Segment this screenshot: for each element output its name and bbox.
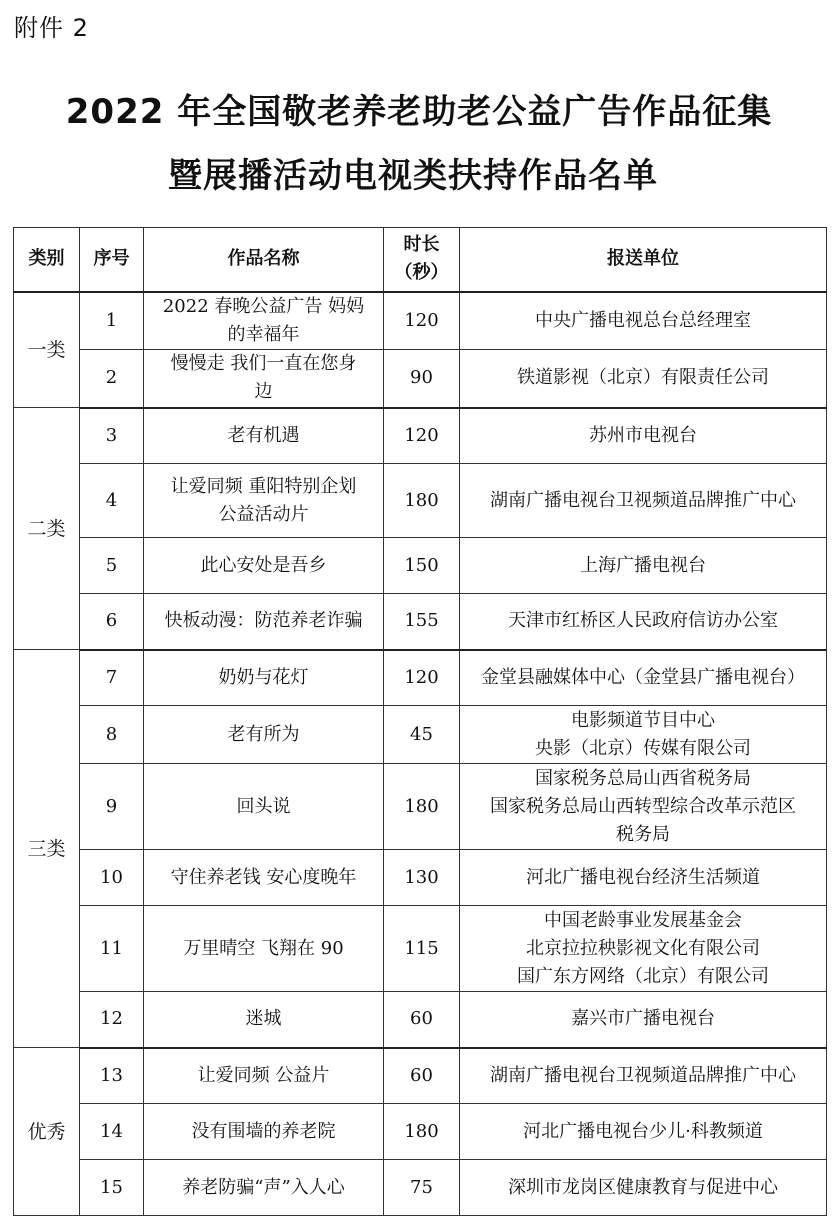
duration: 155	[384, 594, 460, 650]
document-title-line-2: 暨展播活动电视类扶持作品名单	[168, 156, 658, 196]
table-row	[14, 1104, 827, 1160]
table-row	[14, 408, 827, 464]
work-name: 老有机遇	[144, 408, 384, 464]
work-name: 老有所为	[144, 706, 384, 764]
header-work-name: 作品名称	[144, 228, 384, 292]
duration: 120	[384, 408, 460, 464]
row-number: 9	[80, 764, 144, 850]
category-cell: 优秀	[14, 1048, 80, 1216]
table-row	[14, 464, 827, 538]
row-number: 10	[80, 850, 144, 906]
row-number: 2	[80, 350, 144, 408]
submitting-unit: 河北广播电视台经济生活频道	[460, 850, 827, 906]
submitting-unit: 深圳市龙岗区健康教育与促进中心	[460, 1160, 827, 1216]
table-row	[14, 1160, 827, 1216]
work-name: 快板动漫：防范养老诈骗	[144, 594, 384, 650]
row-number: 7	[80, 650, 144, 706]
table-row	[14, 850, 827, 906]
work-name: 没有围墙的养老院	[144, 1104, 384, 1160]
submitting-unit: 中央广播电视总台总经理室	[460, 292, 827, 350]
work-name: 此心安处是吾乡	[144, 538, 384, 594]
table-row	[14, 906, 827, 992]
submitting-unit: 铁道影视（北京）有限责任公司	[460, 350, 827, 408]
duration: 120	[384, 650, 460, 706]
duration: 180	[384, 464, 460, 538]
award-list-table	[13, 227, 827, 1216]
submitting-unit: 电影频道节目中心 央影（北京）传媒有限公司	[460, 706, 827, 764]
attachment-label: 附件 2	[14, 14, 89, 42]
duration: 90	[384, 350, 460, 408]
table-row	[14, 764, 827, 850]
duration: 130	[384, 850, 460, 906]
table-row	[14, 1048, 827, 1104]
header-category: 类别	[14, 228, 80, 292]
duration: 115	[384, 906, 460, 992]
submitting-unit: 苏州市电视台	[460, 408, 827, 464]
duration: 45	[384, 706, 460, 764]
row-number: 1	[80, 292, 144, 350]
row-number: 3	[80, 408, 144, 464]
submitting-unit: 国家税务总局山西省税务局 国家税务总局山西转型综合改革示范区 税务局	[460, 764, 827, 850]
table-row	[14, 706, 827, 764]
work-name: 2022 春晚公益广告 妈妈 的幸福年	[144, 292, 384, 350]
work-name: 迷城	[144, 992, 384, 1048]
submitting-unit: 嘉兴市广播电视台	[460, 992, 827, 1048]
header-unit: 报送单位	[460, 228, 827, 292]
work-name: 奶奶与花灯	[144, 650, 384, 706]
submitting-unit: 中国老龄事业发展基金会 北京拉拉秧影视文化有限公司 国广东方网络（北京）有限公司	[460, 906, 827, 992]
duration: 180	[384, 764, 460, 850]
row-number: 8	[80, 706, 144, 764]
work-name: 回头说	[144, 764, 384, 850]
header-number: 序号	[80, 228, 144, 292]
duration: 60	[384, 1048, 460, 1104]
duration: 75	[384, 1160, 460, 1216]
submitting-unit: 湖南广播电视台卫视频道品牌推广中心	[460, 1048, 827, 1104]
table-row	[14, 538, 827, 594]
work-name: 让爱同频 公益片	[144, 1048, 384, 1104]
work-name: 守住养老钱 安心度晚年	[144, 850, 384, 906]
submitting-unit: 上海广播电视台	[460, 538, 827, 594]
table-row	[14, 650, 827, 706]
category-cell: 二类	[14, 408, 80, 650]
duration: 60	[384, 992, 460, 1048]
submitting-unit: 湖南广播电视台卫视频道品牌推广中心	[460, 464, 827, 538]
duration: 120	[384, 292, 460, 350]
work-name: 养老防骗“声”入人心	[144, 1160, 384, 1216]
document-title-line-1: 2022 年全国敬老养老助老公益广告作品征集	[65, 92, 773, 132]
duration: 180	[384, 1104, 460, 1160]
row-number: 12	[80, 992, 144, 1048]
row-number: 15	[80, 1160, 144, 1216]
table-row	[14, 292, 827, 350]
category-cell: 一类	[14, 292, 80, 408]
table-row	[14, 992, 827, 1048]
row-number: 5	[80, 538, 144, 594]
table-row	[14, 594, 827, 650]
row-number: 4	[80, 464, 144, 538]
duration: 150	[384, 538, 460, 594]
table-row	[14, 350, 827, 408]
work-name: 慢慢走 我们一直在您身 边	[144, 350, 384, 408]
row-number: 14	[80, 1104, 144, 1160]
work-name: 万里晴空 飞翔在 90	[144, 906, 384, 992]
submitting-unit: 金堂县融媒体中心（金堂县广播电视台）	[460, 650, 827, 706]
submitting-unit: 天津市红桥区人民政府信访办公室	[460, 594, 827, 650]
category-cell: 三类	[14, 650, 80, 1048]
row-number: 13	[80, 1048, 144, 1104]
submitting-unit: 河北广播电视台少儿·科教频道	[460, 1104, 827, 1160]
row-number: 6	[80, 594, 144, 650]
row-number: 11	[80, 906, 144, 992]
work-name: 让爱同频 重阳特别企划 公益活动片	[144, 464, 384, 538]
header-duration: 时长 （秒）	[384, 228, 460, 292]
